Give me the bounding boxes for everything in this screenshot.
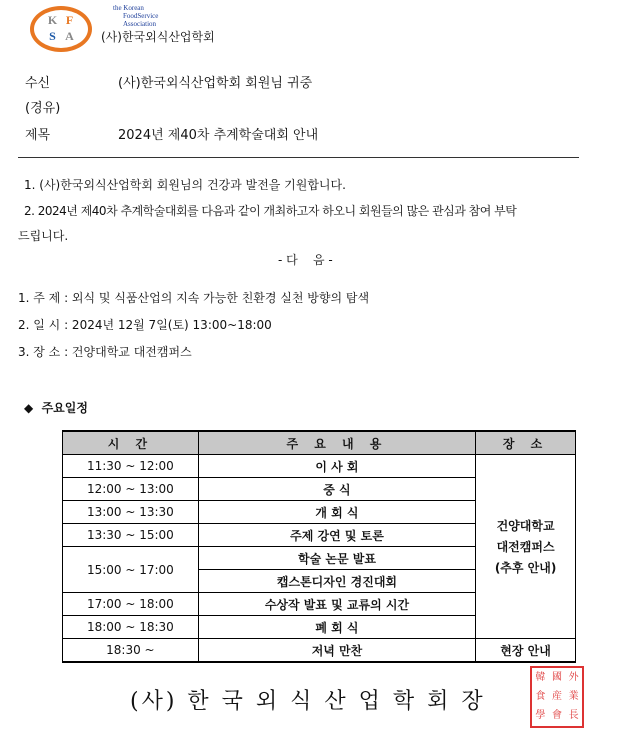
time-cell: 13:00 ~ 13:30: [63, 501, 199, 524]
table-row: [63, 455, 576, 478]
table-header: [63, 431, 576, 455]
header-time: 시 간: [63, 431, 199, 455]
association-korean-name: (사)한국외식산업학회: [101, 30, 215, 44]
recipient-value: (사)한국외식산업학회 회원님 귀중: [118, 76, 313, 91]
header-venue: 장 소: [476, 431, 576, 455]
table-row: [63, 639, 576, 663]
content-cell: 캡스톤디자인 경진대회: [198, 570, 475, 593]
paragraph-2-cont: 드립니다.: [18, 229, 69, 243]
official-seal: 韓 國 外 食 産 業 學 會 長: [530, 666, 584, 728]
paragraph-2: 2. 2024년 제40차 추계학술대회를 다음과 같이 개최하고자 하오니 회원들의 많은 관심과 참여 부탁: [24, 204, 517, 218]
item-date: 2. 일 시 : 2024년 12월 7일(토) 13:00~18:00: [18, 318, 272, 332]
venue-cell: 현장 안내: [476, 639, 576, 663]
content-cell: 개 회 식: [198, 501, 475, 524]
content-cell: 주제 강연 및 토론: [198, 524, 475, 547]
time-cell: 13:30 ~ 15:00: [63, 524, 199, 547]
via-label: (경유): [25, 101, 61, 116]
content-cell: 저녁 만찬: [198, 639, 475, 663]
content-cell: 수상작 발표 및 교류의 시간: [198, 593, 475, 616]
signature-line: (사) 한 국 외 식 산 업 학 회 장: [130, 689, 486, 714]
venue-cell: 건양대학교 대전캠퍼스 (추후 안내): [476, 455, 576, 639]
time-cell: 11:30 ~ 12:00: [63, 455, 199, 478]
time-cell: 15:00 ~ 17:00: [63, 547, 199, 593]
time-cell: 18:30 ~: [63, 639, 199, 663]
paragraph-1: 1. (사)한국외식산업학회 회원님의 건강과 발전을 기원합니다.: [24, 178, 346, 192]
schedule-title: ◆ 주요일정: [24, 401, 88, 415]
kfsa-logo: K F S A: [30, 6, 92, 52]
content-cell: 이 사 회: [198, 455, 475, 478]
next-heading: - 다 음 -: [278, 253, 333, 267]
item-topic: 1. 주 제 : 외식 및 식품산업의 지속 가능한 친환경 실천 방향의 탐색: [18, 291, 370, 305]
content-cell: 폐 회 식: [198, 616, 475, 639]
content-cell: 학술 논문 발표: [198, 547, 475, 570]
schedule-table: [62, 430, 576, 663]
time-cell: 17:00 ~ 18:00: [63, 593, 199, 616]
time-cell: 12:00 ~ 13:00: [63, 478, 199, 501]
item-venue: 3. 장 소 : 건양대학교 대전캠퍼스: [18, 345, 192, 359]
header-content: 주 요 내 용: [198, 431, 475, 455]
time-cell: 18:00 ~ 18:30: [63, 616, 199, 639]
subject-label: 제목: [25, 128, 51, 143]
divider: [18, 157, 579, 158]
content-cell: 중 식: [198, 478, 475, 501]
association-english-name: the Korean FoodService Association: [113, 4, 159, 28]
recipient-label: 수신: [25, 76, 51, 91]
subject-value: 2024년 제40차 추계학술대회 안내: [118, 128, 319, 143]
